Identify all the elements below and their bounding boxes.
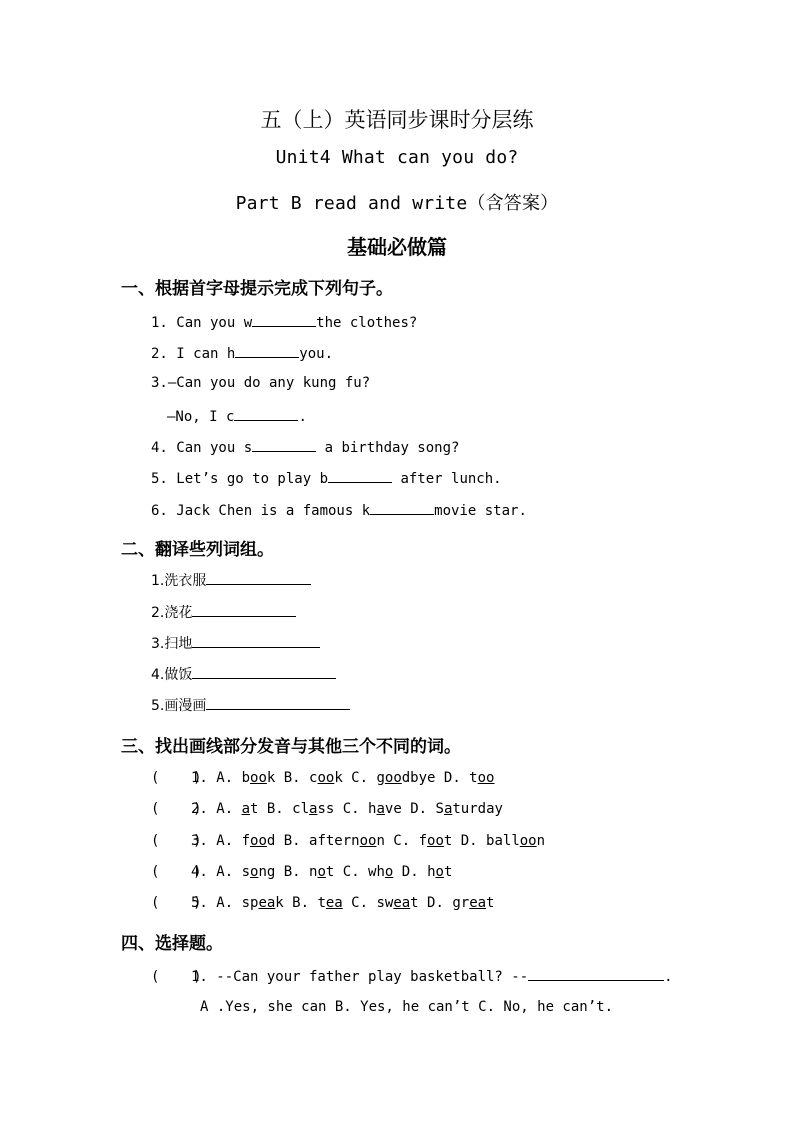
answer-paren[interactable]: ( ) — [151, 770, 202, 786]
s1-question-6: 6. Jack Chen is a famous k movie star. — [151, 500, 527, 520]
section2-heading: 二、翻译些列词组。 — [121, 540, 274, 560]
answer-blank[interactable] — [528, 966, 664, 981]
answer-blank[interactable] — [235, 343, 299, 358]
s1-question-4: 4. Can you s a birthday song? — [151, 437, 459, 457]
answer-blank[interactable] — [192, 602, 296, 617]
section1-heading: 一、根据首字母提示完成下列句子。 — [121, 279, 393, 299]
s4-question-1-options: A .Yes, she can B. Yes, he can’t C. No, he can’t. — [200, 999, 614, 1015]
answer-paren[interactable]: ( ) — [151, 895, 202, 911]
s2-item-3: 3.扫地 — [151, 633, 320, 653]
answer-blank[interactable] — [192, 664, 336, 679]
level-title: 基础必做篇 — [347, 235, 447, 259]
s1-question-3b: —No, I c . — [167, 406, 307, 426]
s2-item-2: 2.浇花 — [151, 602, 296, 622]
s3-question-2: ( )2. A. at B. class C. have D. Saturday — [151, 801, 503, 817]
s3-question-5: ( )5. A. speak B. tea C. sweat D. great — [151, 895, 495, 911]
answer-blank[interactable] — [370, 500, 434, 515]
answer-blank[interactable] — [234, 406, 298, 421]
section4-heading: 四、选择题。 — [121, 934, 223, 954]
s1-question-5: 5. Let’s go to play b after lunch. — [151, 468, 502, 488]
s2-item-1: 1.洗衣服 — [151, 570, 311, 590]
answer-blank[interactable] — [206, 695, 350, 710]
s3-question-4: ( )4. A. song B. not C. who D. hot — [151, 864, 453, 880]
answer-blank[interactable] — [192, 633, 320, 648]
section3-heading: 三、找出画线部分发音与其他三个不同的词。 — [121, 737, 461, 757]
unit-title: Unit4 What can you do? — [275, 147, 519, 168]
worksheet-title: 五（上）英语同步课时分层练 — [260, 108, 534, 132]
answer-blank[interactable] — [252, 437, 316, 452]
answer-blank[interactable] — [328, 468, 392, 483]
answer-paren[interactable]: ( ) — [151, 969, 202, 985]
s1-question-2: 2. I can h you. — [151, 343, 333, 363]
answer-blank[interactable] — [252, 312, 316, 327]
s4-question-1: ( )1. --Can your father play basketball? -- . — [151, 966, 673, 986]
s1-question-3a: 3.—Can you do any kung fu? — [151, 375, 371, 391]
s3-question-1: ( )1. A. book B. cook C. goodbye D. too — [151, 770, 495, 786]
answer-blank[interactable] — [206, 570, 311, 585]
answer-paren[interactable]: ( ) — [151, 833, 202, 849]
s3-question-3: ( )3. A. food B. afternoon C. foot D. balloon — [151, 833, 546, 849]
answer-paren[interactable]: ( ) — [151, 864, 202, 880]
answer-paren[interactable]: ( ) — [151, 801, 202, 817]
s2-item-5: 5.画漫画 — [151, 695, 350, 715]
s1-question-1: 1. Can you w the clothes? — [151, 312, 417, 332]
part-title: Part B read and write（含答案） — [235, 193, 559, 214]
s2-item-4: 4.做饭 — [151, 664, 336, 684]
